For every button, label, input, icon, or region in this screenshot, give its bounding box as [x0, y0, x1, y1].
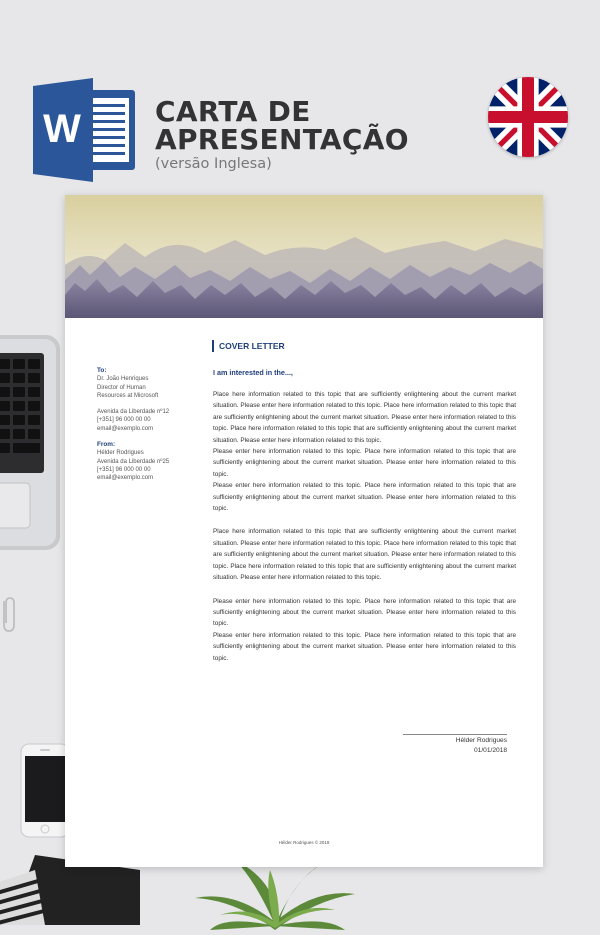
- paper-clip-icon: [0, 595, 18, 635]
- plant-icon: [195, 860, 355, 930]
- phone-icon: [20, 743, 70, 838]
- to-line: Dr. João Henriques: [97, 376, 149, 383]
- letter-paragraph: Please enter here information related to this topic. Place here information related to this topic that are sufficiently enlightening about the current market situation. Please enter here information related to this topic.: [213, 448, 516, 478]
- from-line: email@exemplo.com: [97, 475, 154, 482]
- uk-flag-icon: [488, 77, 568, 157]
- letter-body: [213, 368, 516, 664]
- page-title-line2: APRESENTAÇÃO: [155, 123, 409, 156]
- letter-paragraph: Please enter here information related to this topic. Place here information related to this topic that are sufficiently enlightening about the current market situation. Please enter here information related to this topic.: [213, 482, 516, 513]
- laptop-icon: [0, 335, 60, 550]
- cover-letter-sheet: [65, 195, 543, 867]
- letter-paragraph: Please enter here information related to this topic. Place here information related to this topic that are sufficiently enlightening about the current market situation. Please enter here information related to this topic.: [213, 597, 516, 628]
- signature-date: 01/01/2018: [473, 746, 507, 754]
- from-line: [+351] 96 000 00 00: [97, 466, 151, 473]
- to-address-line: Avenida da Liberdade nº12: [97, 409, 170, 416]
- to-label: To:: [97, 367, 107, 374]
- to-line: Resources at Microsoft: [97, 392, 159, 399]
- letter-paragraph: Place here information related to this topic that are sufficiently enlightening about the current market situation. Please enter here information related to this topic. Place here information related to this topic that are sufficiently enlightening about the current market situation. Please enter here information related to this topic. Place here information related to this topic that are sufficiently enlightening about the current market situation. Please enter here information related to this topic.: [213, 528, 516, 582]
- from-line: Avenida da Liberdade nº25: [97, 458, 170, 465]
- letter-intro: I am interested in the...,: [213, 368, 293, 377]
- to-address-line: [+351] 96 000 00 00: [97, 417, 151, 424]
- heading-accent: [212, 340, 285, 352]
- letter-paragraph: Please enter here information related to this topic. Place here information related to this topic that are sufficiently enlightening about the current market situation. Please enter here information related to this topic.: [213, 631, 516, 662]
- document-heading: COVER LETTER: [219, 341, 285, 351]
- from-line: Hélder Rodrigues: [97, 450, 144, 457]
- to-line: Director of Human: [97, 384, 146, 391]
- signature-block: [403, 734, 507, 755]
- from-label: From:: [97, 441, 116, 449]
- contact-sidebar: [97, 367, 197, 483]
- page-title-line1: CARTA DE: [155, 95, 311, 128]
- signature-name: Hélder Rodrigues: [455, 737, 507, 744]
- page-subtitle: (versão Inglesa): [155, 156, 272, 172]
- title-block: [155, 95, 409, 172]
- letter-paragraph: Place here information related to this topic that are sufficiently enlightening about the current market situation. Please enter here information related to this topic. Place here information related to this topic that are sufficiently enlightening about the current market situation. Please enter here information related to this topic. Place here information related to this topic that are sufficiently enlightening about the current market situation. Please enter here information related to this topic.: [213, 391, 516, 444]
- forest-banner-image: [65, 195, 543, 318]
- word-icon: [33, 78, 136, 182]
- word-letter: W: [43, 107, 81, 151]
- document-footer: Hélder Rodrigues © 2018: [278, 840, 330, 845]
- to-address-line: email@exemplo.com: [97, 425, 154, 432]
